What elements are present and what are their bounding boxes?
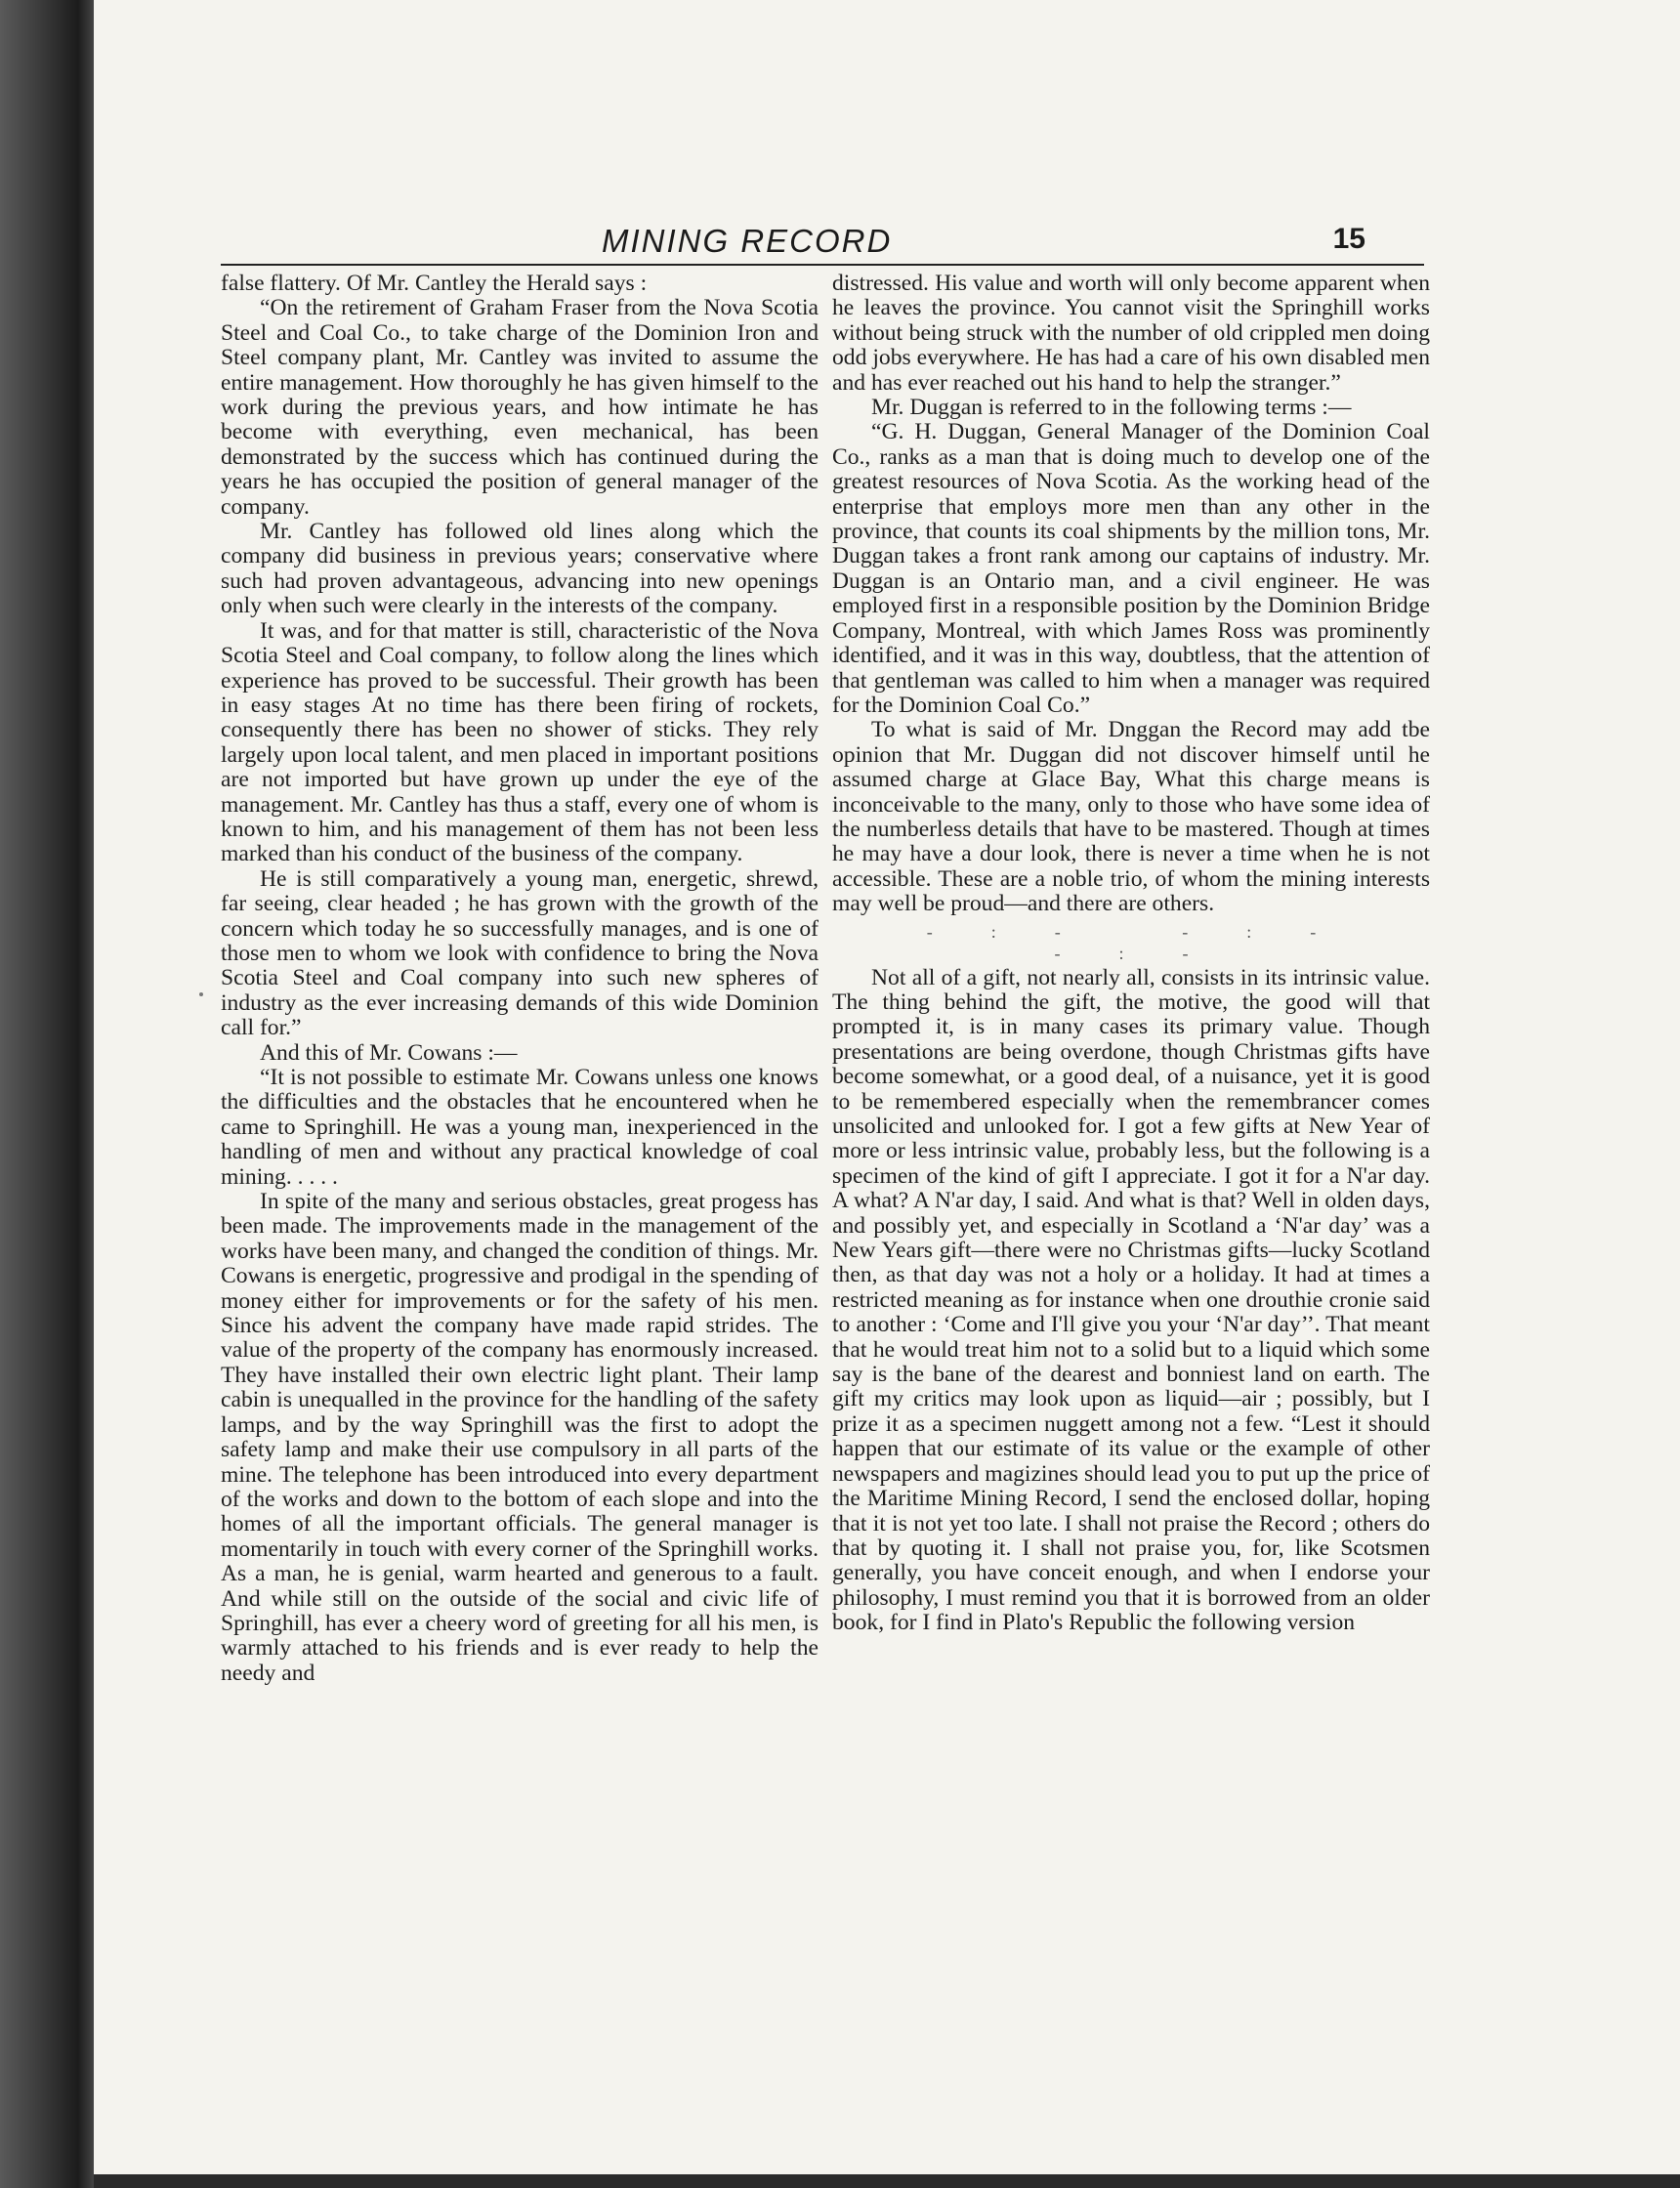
page-bottom-edge xyxy=(94,2174,1680,2188)
paragraph: He is still comparatively a young man, energetic, shrewd, far seeing, clear headed ; he has grown with the growth of the concern which today he so successfully manages, and is one of those men to whom we look with confidence to bring the Nova Scotia Steel and Coal company into such new spheres of industry as the ever increasing demands of this wide Dominion call for.” xyxy=(221,865,819,1041)
section-divider: -:- -:- -:- xyxy=(926,921,1375,963)
right-column xyxy=(832,272,1430,1636)
paragraph: In spite of the many and serious obstacles, great progess has been made. The improvements made in the management of the works have been many, and changed the condition of things. Mr. Cowans is energetic, progressive and prodigal in the spending of money either for improvements or for the safety of his men. Since his advent the company have made rapid strides. The value of the property of the company has enormously increased. They have installed their own electric light plant. Their lamp cabin is unequalled in the province for the handling of the safety lamps, and by the way Springhill was the first to adopt the safety lamp and make their use compulsory in all parts of the mine. The telephone has been introduced into every department of the works and down to the bottom of each slope and into the homes of all the important officials. The general manager is momentarily in touch with every corner of the Springhill works. As a man, he is genial, warm hearted and generous to a fault. And while still on the outside of the social and civic life of Springhill, has ever a cheery word of greeting for all his men, is warmly attached to his friends and is ever ready to help the needy and xyxy=(221,1189,819,1686)
book-binding-edge xyxy=(0,0,94,2188)
paragraph: Mr. Cantley has followed old lines along which the company did business in previous years; conservative where such had proven advantageous, advancing into new openings only when such were clearly in the interests of the company. xyxy=(221,519,819,619)
paragraph: It was, and for that matter is still, characteristic of the Nova Scotia Steel and Coal company, to follow along the lines which experience has proved to be successful. Their growth has been in easy stages At no time has there been firing of rockets, consequently there has been no shower of sticks. They rely largely upon local talent, and men placed in important positions are not imported but have grown up under the eye of the management. Mr. Cantley has thus a staff, every one of whom is known to him, and his management of them has not been less marked than his conduct of the business of the company. xyxy=(221,617,819,867)
paragraph: And this of Mr. Cowans :— xyxy=(260,1039,518,1066)
paragraph: “On the retirement of Graham Fraser from the Nova Scotia Steel and Coal Co., to take charge of the Dominion Iron and Steel company plant, Mr. Cantley was invited to assume the entire management. How thoroughly he has given himself to the work during the previous years, and how intimate he has become with everything, even mechanical, has been demonstrated by the success which has continued during the years he has occupied the position of general manager of the company. xyxy=(221,295,819,520)
paragraph: Not all of a gift, not nearly all, consists in its intrinsic value. The thing behind the gift, the motive, the good will that prompted it, is in many cases its primary value. Though presentations are being overdone, though Christmas gifts have become somewhat, or a good deal, of a nuisance, yet it is good to be remembered especially when the remembrancer comes unsolicited and unlooked for. I got a few gifts at New Year of more or less intrinsic value, probably less, but the following is a specimen of the kind of gift I appreciate. I got it for a N'ar day. A what? A N'ar day, I said. And what is that? Well in olden days, and possibly yet, and especially in Scotland a ‘N'ar day’ was a New Years gift—there were no Christmas gifts—lucky Scotland then, as that day was not a holy or a holiday. It had at times a restricted meaning as for instance when one drouthie cronie said to another : ‘Come and I'll give you your ‘N'ar day’’. That meant that he would treat him not to a solid but to a liquid which some say is the bane of the dearest and bonniest land on earth. The gift my critics may look upon as liquid—air ; possibly, but I prize it as a specimen nuggett among not a few. “Lest it should happen that our estimate of its value or the example of other newspapers and magizines should lead you to put up the price of the Maritime Mining Record, I send the enclosed dollar, hoping that it is not yet too late. I shall not praise the Record ; others do that by quoting it. I shall not praise you, for, like Scotsmen generally, you have conceit enough, and when I endorse your philosophy, I must remind you that it is borrowed from an older book, for I find in Plato's Republic the following version xyxy=(832,964,1430,1636)
paragraph: Mr. Duggan is referred to in the following terms :— xyxy=(871,395,1352,421)
paragraph: distressed. His value and worth will only become apparent when he leaves the province. You cannot visit the Springhill works without being struck with the number of old crippled men doing odd jobs everywhere. He has had a care of his own disabled men and has ever reached out his hand to help the stranger.” xyxy=(832,271,1430,396)
margin-mark xyxy=(199,992,203,996)
paragraph: To what is said of Mr. Dnggan the Record may add tbe opinion that Mr. Duggan did not discover himself until he assumed charge at Glace Bay, What this charge means is inconceivable to the many, only to those who have some idea of the numberless details that have to be mastered. Though at times he may have a dour look, there is never a time when he is not accessible. These are a noble trio, of whom the mining interests may well be proud—and there are others. xyxy=(832,717,1430,917)
publication-title: MINING RECORD xyxy=(602,223,893,259)
paragraph: “G. H. Duggan, General Manager of the Dominion Coal Co., ranks as a man that is doing much to develop one of the greatest resources of Nova Scotia. As the working head of the enterprise that employs more men than any other in the province, that counts its coal shipments by the million tons, Mr. Duggan takes a front rank among our captains of industry. Mr. Duggan is an Ontario man, and a civil engineer. He was employed first in a responsible position by the Dominion Bridge Company, Montreal, with which James Ross was prominently identified, and it was in this way, doubtless, that the attention of that gentleman was called to him when a manager was required for the Dominion Coal Co.” xyxy=(832,419,1430,718)
left-column xyxy=(221,272,819,1686)
page-number: 15 xyxy=(1332,223,1365,255)
paragraph: false flattery. Of Mr. Cantley the Herald says : xyxy=(221,271,648,296)
paragraph: “It is not possible to estimate Mr. Cowans unless one knows the difficulties and the obstacles that he encountered when he came to Springhill. He was a young man, inexperienced in the handling of men and without any practical knowledge of coal mining. . . . . xyxy=(221,1065,819,1190)
page-header xyxy=(221,219,1424,266)
